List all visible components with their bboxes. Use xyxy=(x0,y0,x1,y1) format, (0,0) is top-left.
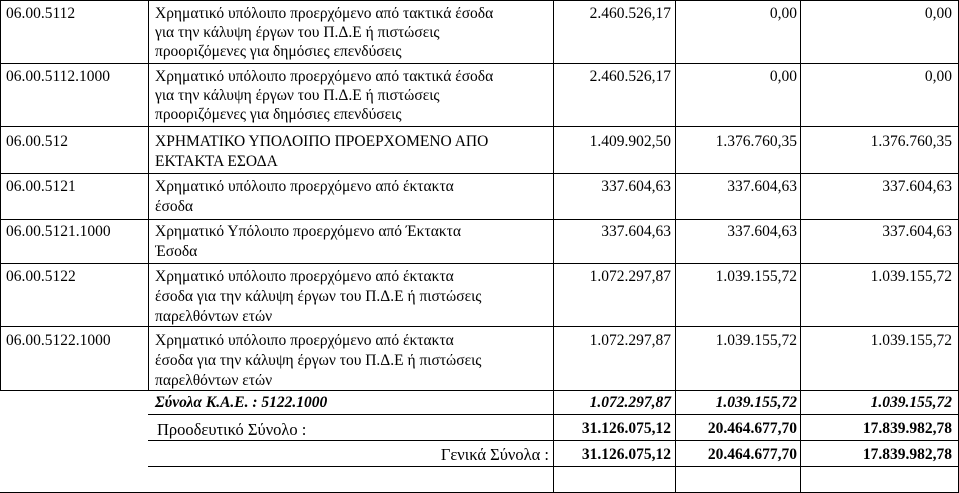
row-divider xyxy=(0,263,959,264)
amount-col1: 1.072.297,87 xyxy=(589,332,671,349)
row-divider xyxy=(0,326,959,327)
column-divider-v1 xyxy=(675,0,676,493)
amount-col3: 1.376.760,35 xyxy=(870,133,952,150)
account-description-line: ΧΡΗΜΑΤΙΚΟ ΥΠΟΛΟΙΠΟ ΠΡΟΕΡΧΟΜΕΝΟ ΑΠΟ xyxy=(155,133,489,150)
amount-col3: 1.039.155,72 xyxy=(870,332,952,349)
account-description-line: Χρηματικό υπόλοιπο προερχόμενο από τακτικά έσοδα xyxy=(155,5,494,22)
grand-total-label: Γενικά Σύνολα : xyxy=(440,445,549,464)
account-code: 06.00.5112 xyxy=(6,5,76,22)
account-description-line: Χρηματικό υπόλοιπο προερχόμενο από έκτακτα xyxy=(155,332,454,349)
amount-col3: 1.039.155,72 xyxy=(870,268,952,285)
table-border-left xyxy=(0,0,1,390)
row-divider xyxy=(148,466,959,467)
row-divider xyxy=(148,414,959,415)
grand-total-col2: 20.464.677,70 xyxy=(707,446,797,463)
account-description-line: έσοδα για την κάλυψη έργων του Π.Δ.Ε ή πιστώσεις xyxy=(155,352,482,369)
column-divider-v2 xyxy=(800,0,801,493)
account-code: 06.00.512 xyxy=(6,133,68,150)
amount-col1: 2.460.526,17 xyxy=(589,68,671,85)
amount-col2: 1.039.155,72 xyxy=(715,332,797,349)
amount-col2: 337.604,63 xyxy=(727,178,797,195)
account-code: 06.00.5121.1000 xyxy=(6,223,111,240)
account-description-line: για την κάλυψη έργων του Π.Δ.Ε ή πιστώσεις xyxy=(155,87,440,104)
row-divider xyxy=(0,390,959,391)
amount-col1: 337.604,63 xyxy=(601,223,671,240)
account-code: 06.00.5122.1000 xyxy=(6,332,111,349)
column-divider-code xyxy=(148,0,149,390)
account-description-line: Χρηματικό υπόλοιπο προερχόμενο από τακτικά έσοδα xyxy=(155,68,494,85)
account-description-line: έσοδα για την κάλυψη έργων του Π.Δ.Ε ή πιστώσεις xyxy=(155,288,482,305)
account-code: 06.00.5122 xyxy=(6,268,76,285)
amount-col3: 337.604,63 xyxy=(882,178,952,195)
account-description-line: Χρηματικό υπόλοιπο προερχόμενο από έκτακτα xyxy=(155,268,454,285)
row-divider xyxy=(0,63,959,64)
amount-col2: 0,00 xyxy=(769,68,797,85)
amount-col2: 1.376.760,35 xyxy=(715,133,797,150)
amount-col2: 0,00 xyxy=(769,5,797,22)
running-total-col1: 31.126.075,12 xyxy=(581,420,671,437)
row-divider xyxy=(0,219,959,220)
amount-col2: 1.039.155,72 xyxy=(715,268,797,285)
table-border-top xyxy=(0,0,959,1)
running-total-col2: 20.464.677,70 xyxy=(707,420,797,437)
account-code: 06.00.5121 xyxy=(6,178,76,195)
kae-total-col1: 1.072.297,87 xyxy=(589,394,671,411)
account-description-line: για την κάλυψη έργων του Π.Δ.Ε ή πιστώσεις xyxy=(155,24,440,41)
amount-col3: 0,00 xyxy=(924,5,952,22)
amount-col3: 337.604,63 xyxy=(882,223,952,240)
account-description-line: Χρηματικό Υπόλοιπο προερχόμενο από Έκτακτα xyxy=(155,223,461,240)
amount-col1: 2.460.526,17 xyxy=(589,5,671,22)
kae-total-col3: 1.039.155,72 xyxy=(870,394,952,411)
account-description-line: Χρηματικό υπόλοιπο προερχόμενο από έκτακτα xyxy=(155,178,454,195)
account-description-line: ΕΚΤΑΚΤΑ ΕΣΟΔΑ xyxy=(155,153,278,170)
kae-total-col2: 1.039.155,72 xyxy=(715,394,797,411)
account-description-line: προοριζόμενες για δημόσιες επενδύσεις xyxy=(155,43,402,60)
amount-col1: 337.604,63 xyxy=(601,178,671,195)
amount-col1: 1.409.902,50 xyxy=(589,133,671,150)
account-description-line: παρελθόντων ετών xyxy=(155,372,273,389)
kae-total-label: Σύνολα Κ.Α.Ε. : 5122.1000 xyxy=(155,394,328,411)
row-divider xyxy=(0,173,959,174)
row-divider xyxy=(0,126,959,127)
account-description-line: παρελθόντων ετών xyxy=(155,308,273,325)
account-description-line: προοριζόμενες για δημόσιες επενδύσεις xyxy=(155,106,402,123)
amount-col1: 1.072.297,87 xyxy=(589,268,671,285)
account-description-line: Έσοδα xyxy=(155,243,198,260)
account-description-line: έσοδα xyxy=(155,198,194,215)
grand-total-col1: 31.126.075,12 xyxy=(581,446,671,463)
account-code: 06.00.5112.1000 xyxy=(6,68,111,85)
amount-col3: 0,00 xyxy=(924,68,952,85)
running-total-col3: 17.839.982,78 xyxy=(862,420,952,437)
running-total-label: Προοδευτικό Σύνολο : xyxy=(157,420,307,439)
grand-total-col3: 17.839.982,78 xyxy=(862,446,952,463)
amount-col2: 337.604,63 xyxy=(727,223,797,240)
